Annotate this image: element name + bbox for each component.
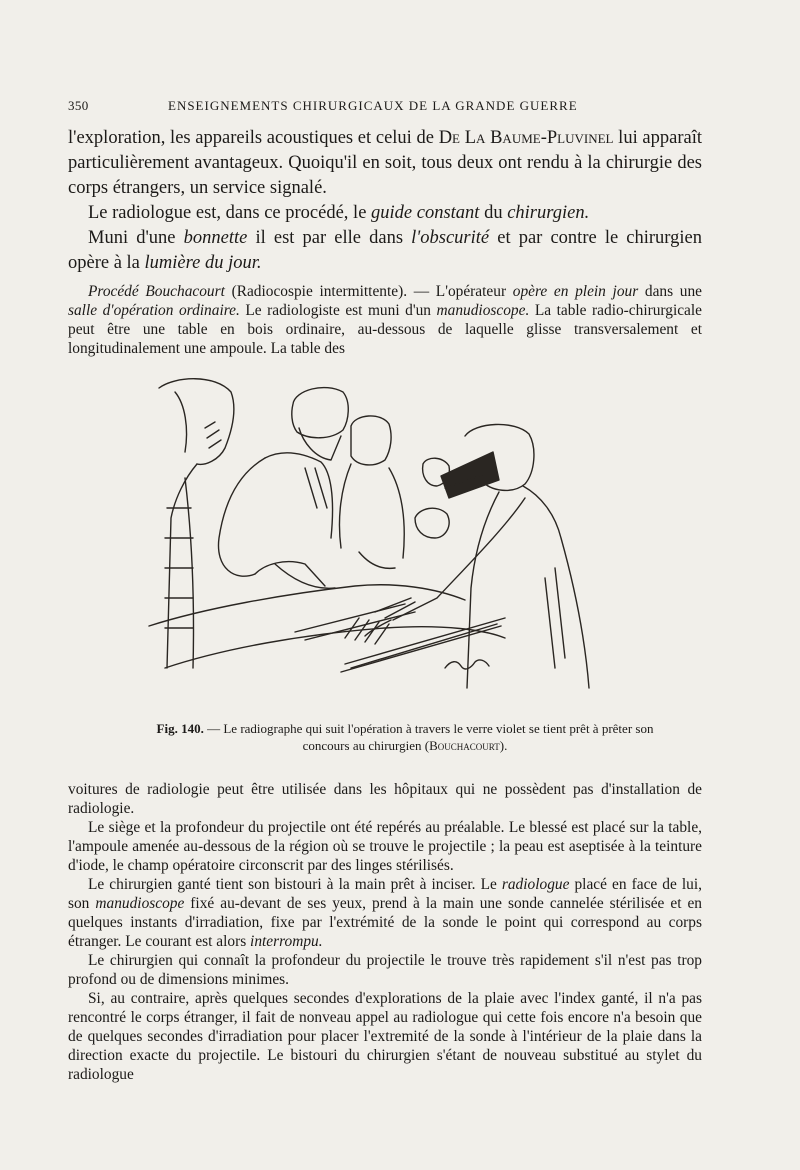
procede-title: Procédé Bouchacourt (88, 283, 225, 300)
lead-p2-emphasis-2: chirurgien. (507, 203, 590, 223)
lead-p1-author-name: De La Baume-Pluvinel (438, 128, 614, 148)
running-header (68, 98, 702, 118)
lead-p1-text-a: l'exploration, les appareils acoustiques et celui de (68, 128, 439, 148)
surgery-sketch-drawing (145, 368, 625, 698)
figure-caption-text-b: ). (499, 738, 508, 753)
lead-paragraph-3 (68, 226, 702, 276)
page-number: 350 (68, 98, 89, 113)
procede-text-c: Le radiologiste est muni d'un (239, 302, 437, 319)
body-p3-emphasis-1: radiologue (501, 876, 570, 893)
lead-p3-emphasis-2: l'obscurité (411, 228, 490, 248)
body-p3-text-b: placé en face de lui, son (68, 876, 702, 912)
body-p3-emphasis-3: interrompu. (250, 933, 323, 950)
running-title: ENSEIGNEMENTS CHIRURGICAUX DE LA GRANDE GUERRE (168, 98, 578, 113)
lead-p3-text-b: il est par elle dans (247, 228, 412, 248)
lead-p3-emphasis-1: bonnette (183, 228, 248, 248)
procede-text-a: (Radiocospie intermittente). — L'opérateur (224, 283, 513, 300)
procede-emphasis-3: manudioscope. (436, 302, 530, 319)
operation-illustration (145, 368, 625, 698)
body-p3-text-a: Le chirurgien ganté tient son bistouri à la main prêt à inciser. Le (88, 876, 502, 893)
procede-section (68, 282, 702, 358)
procede-emphasis-1: opère en plein jour (512, 283, 639, 300)
lead-text (68, 126, 702, 276)
figure-caption-author: Bouchacourt (429, 738, 500, 753)
figure-caption-text-a: — Le radiographe qui suit l'opération à travers le verre violet se tient prêt à prêter son concours au chirurgien ( (203, 721, 654, 753)
body-paragraph-1: voitures de radiologie peut être utilisée dans les hôpitaux qui ne possèdent pas d'installation de radiologie. (68, 781, 702, 817)
lead-p2-emphasis-1: guide constant (371, 203, 480, 223)
figure-caption (140, 720, 670, 754)
lead-p3-text-c: et par contre le chirurgien opère à la (68, 228, 702, 273)
lead-p1-text-b: lui apparaît particulièrement avantageux. Quoiqu'il en soit, tous deux ont rendu à la chirurgie des corps étrangers, un service signalé. (68, 128, 702, 198)
procede-text-d: La table radio-chirurgicale peut être une table en bois ordinaire, au-dessous de laquelle glisse transversalement et longitudinalement une ampoule. La table des (68, 302, 702, 357)
lead-p2-text-b: du (479, 203, 508, 223)
procede-emphasis-2: salle d'opération ordinaire. (68, 302, 240, 319)
lead-p3-emphasis-3: lumière du jour. (144, 253, 262, 273)
lead-paragraph-1 (68, 126, 702, 201)
procede-paragraph (68, 282, 702, 358)
lead-paragraph-2 (68, 201, 702, 226)
body-text (68, 780, 702, 1084)
procede-text-b: dans une (638, 283, 702, 300)
body-paragraph-4: Le chirurgien qui connaît la profondeur du projectile le trouve très rapidement s'il n'est pas trop profond ou de dimensions minimes. (68, 952, 702, 988)
body-p3-text-c: fixé au-devant de ses yeux, prend à la main une sonde cannelée stérilisée et en quelques instants d'irradiation, fixe par l'extrémité de la sonde le point qui correspond au corps étranger. Le courant est alors (68, 895, 702, 950)
body-paragraph-5: Si, au contraire, après quelques secondes d'explorations de la plaie avec l'index ganté, il n'a pas rencontré le corps étranger, il fait de nonveau appel au radiologue qui cette fois encore n'a besoin que de quelques secondes d'irradiation pour placer l'extremité de la sonde à l'intérieur de la plaie dans la direction exacte du projectile. Le bistouri du chirurgien s'étant de nouveau substitué au stylet du radiologue (68, 990, 702, 1083)
figure-number: Fig. 140. (156, 721, 204, 736)
body-paragraph-3 (68, 875, 702, 951)
lead-p3-text-a: Muni d'une (88, 228, 184, 248)
body-p3-emphasis-2: manudioscope (95, 895, 185, 912)
lead-p2-text-a: Le radiologue est, dans ce procédé, le (88, 203, 372, 223)
body-paragraph-2: Le siège et la profondeur du projectile ont été repérés au préalable. Le blessé est placé sur la table, l'ampoule amenée au-dessous de la région où se trouve le projectile ; la peau est aseptisée à la teinture d'iode, le champ opératoire circonscrit par des linges stérilisés. (68, 819, 702, 874)
